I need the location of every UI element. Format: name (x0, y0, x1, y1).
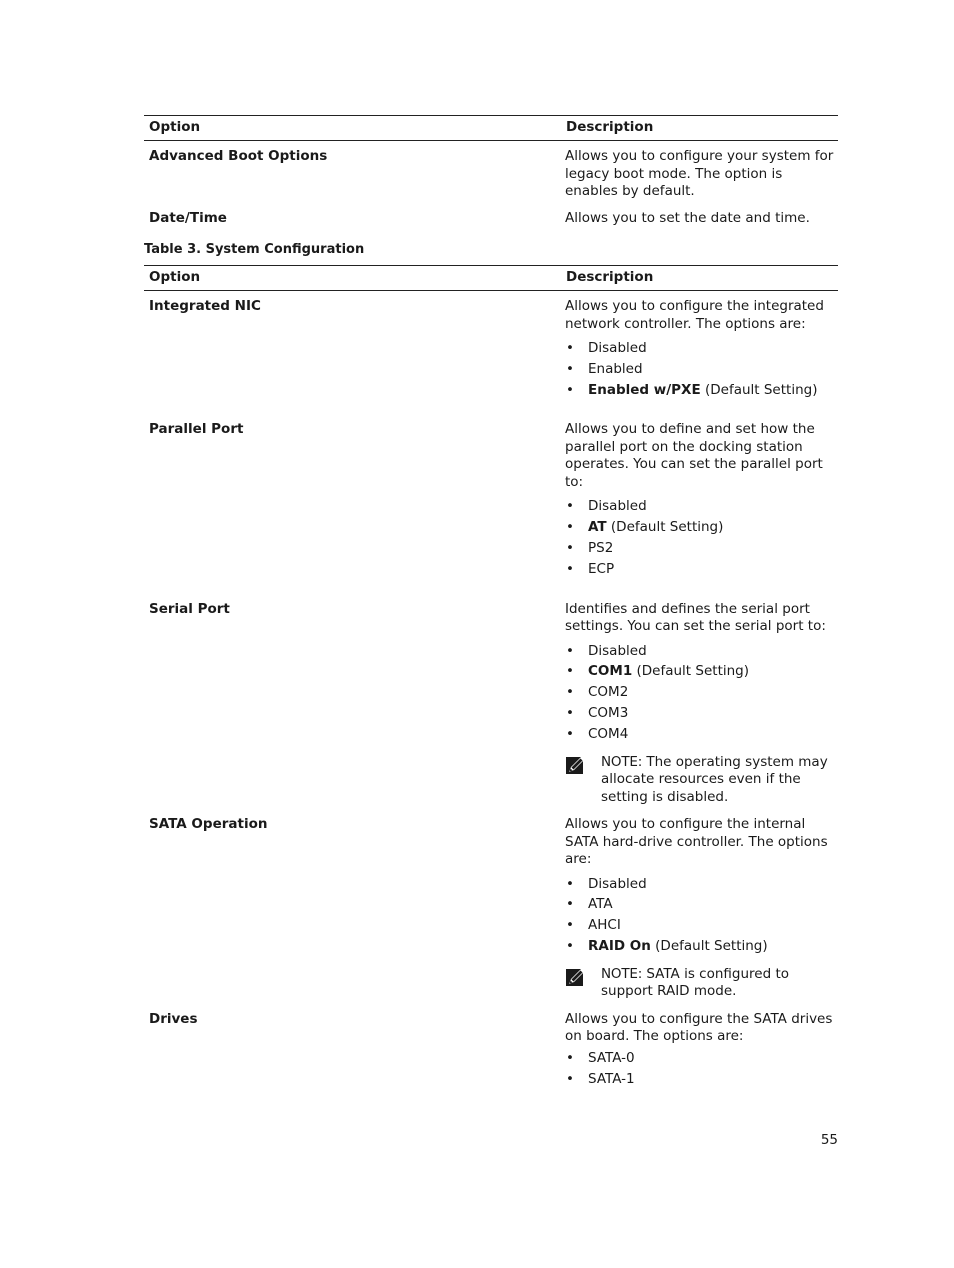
option-advanced-boot-options: Advanced Boot Options (149, 148, 328, 164)
note-box (565, 966, 838, 1001)
table-row (144, 417, 838, 596)
list-item: • Disabled (565, 874, 838, 895)
header-option: Option (144, 266, 561, 291)
list-item: • Enabled (565, 359, 838, 380)
header-description: Description (561, 116, 838, 141)
list-item: • AHCI (565, 915, 838, 936)
option-integrated-nic: Integrated NIC (149, 298, 261, 314)
list-item: • ATA (565, 894, 838, 915)
table-row (144, 597, 838, 812)
table-row (144, 812, 838, 1007)
note-label: NOTE: (601, 965, 643, 982)
list-item: • RAID On (Default Setting) (565, 936, 838, 957)
options-list (565, 338, 838, 400)
note-text: SATA is configured to support RAID mode. (601, 965, 790, 1000)
option-parallel-port: Parallel Port (149, 421, 244, 438)
table-row (144, 141, 838, 201)
desc-drives (561, 1007, 838, 1090)
list-item: • Enabled w/PXE (Default Setting) (565, 380, 838, 401)
desc-sata-operation (561, 812, 838, 1007)
list-item: • COM4 (565, 724, 838, 745)
desc-advanced-boot-options: Allows you to configure your system for legacy boot mode. The option is enables by default. (565, 148, 834, 199)
option-drives: Drives (149, 1010, 198, 1027)
list-item: • SATA-1 (565, 1069, 838, 1090)
list-item: • Disabled (565, 496, 838, 517)
option-sata-operation: SATA Operation (149, 816, 268, 833)
desc-text: Identifies and defines the serial port settings. You can set the serial port to: (565, 600, 826, 635)
options-list (565, 641, 838, 745)
table-caption: Table 3. System Configuration (144, 242, 365, 257)
document-page (144, 115, 838, 1089)
table-row (144, 1007, 838, 1090)
table-system-configuration (144, 265, 838, 1089)
table-row (144, 201, 838, 228)
list-item: • ECP (565, 559, 838, 580)
note-pencil-icon (565, 966, 587, 988)
list-item: • COM3 (565, 703, 838, 724)
table-boot-continued (144, 115, 838, 227)
desc-parallel-port (561, 417, 838, 596)
desc-text: Allows you to configure the integrated network controller. The options are: (565, 298, 824, 332)
header-option: Option (144, 116, 561, 141)
note-box (565, 754, 838, 807)
table-header-row (144, 266, 838, 291)
options-list (565, 1048, 838, 1090)
list-item: • COM2 (565, 682, 838, 703)
option-serial-port: Serial Port (149, 600, 230, 617)
list-item: • PS2 (565, 538, 838, 559)
list-item: • Disabled (565, 641, 838, 662)
list-item: • Disabled (565, 338, 838, 359)
header-description: Description (561, 266, 838, 291)
desc-text: Allows you to define and set how the parallel port on the docking station operates. You can set the parallel port to: (565, 421, 823, 490)
options-list (565, 496, 838, 579)
desc-text: Allows you to configure the SATA drives on board. The options are: (565, 1010, 833, 1045)
list-item: • AT (Default Setting) (565, 517, 838, 538)
options-list (565, 874, 838, 957)
table-header-row (144, 116, 838, 141)
table-row (144, 291, 838, 418)
note-pencil-icon (565, 754, 587, 776)
note-text: The operating system may allocate resources even if the setting is disabled. (601, 753, 828, 805)
list-item: • COM1 (Default Setting) (565, 661, 838, 682)
page-number: 55 (820, 1132, 838, 1148)
desc-serial-port (561, 597, 838, 812)
option-date-time: Date/Time (149, 209, 227, 226)
note-label: NOTE: (601, 753, 643, 770)
desc-text: Allows you to configure the internal SATA hard-drive controller. The options are: (565, 816, 828, 868)
desc-date-time: Allows you to set the date and time. (565, 209, 810, 226)
desc-integrated-nic (561, 291, 838, 418)
list-item: • SATA-0 (565, 1048, 838, 1069)
